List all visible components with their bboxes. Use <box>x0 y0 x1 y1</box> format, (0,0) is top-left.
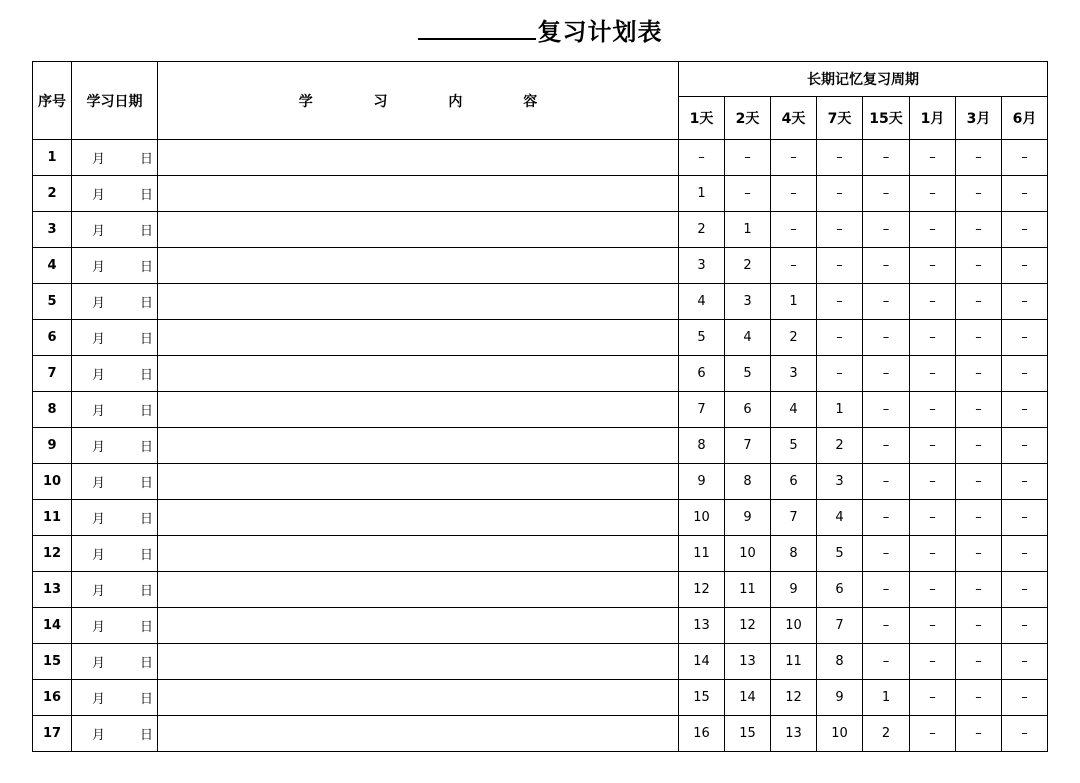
date-wrap <box>92 364 153 383</box>
content-cell[interactable] <box>158 572 679 608</box>
row-index: 17 <box>33 716 72 752</box>
cycle-cell: – <box>956 500 1002 536</box>
cycle-cell: 11 <box>725 572 771 608</box>
cycle-cell: 10 <box>679 500 725 536</box>
cycle-cell: – <box>956 320 1002 356</box>
cycle-cell: – <box>956 212 1002 248</box>
cycle-cell: 13 <box>725 644 771 680</box>
date-wrap <box>92 256 153 275</box>
cycle-cell: – <box>956 140 1002 176</box>
cycle-cell: 8 <box>817 644 863 680</box>
cycle-cell: – <box>817 248 863 284</box>
date-cell[interactable] <box>72 500 158 536</box>
cycle-cell: – <box>910 140 956 176</box>
cycle-cell: 2 <box>817 428 863 464</box>
row-index: 8 <box>33 392 72 428</box>
cycle-cell: 1 <box>817 392 863 428</box>
content-cell[interactable] <box>158 176 679 212</box>
header-cycle-1m: 1月 <box>910 97 956 140</box>
cycle-cell: 6 <box>725 392 771 428</box>
date-cell[interactable] <box>72 320 158 356</box>
cycle-cell: 11 <box>679 536 725 572</box>
cycle-cell: 5 <box>771 428 817 464</box>
cycle-cell: 3 <box>725 284 771 320</box>
cycle-cell: – <box>910 320 956 356</box>
row-index: 3 <box>33 212 72 248</box>
date-cell[interactable] <box>72 572 158 608</box>
title-wrap <box>418 12 663 47</box>
table-row <box>33 716 1048 752</box>
header-index: 序号 <box>33 62 72 140</box>
cycle-cell: – <box>910 536 956 572</box>
table-row <box>33 356 1048 392</box>
table-body <box>33 140 1048 752</box>
cycle-cell: 1 <box>679 176 725 212</box>
cycle-cell: – <box>771 140 817 176</box>
table-row <box>33 320 1048 356</box>
cycle-cell: – <box>956 248 1002 284</box>
cycle-cell: – <box>725 140 771 176</box>
cycle-cell: – <box>863 248 910 284</box>
cycle-cell: 14 <box>679 644 725 680</box>
cycle-cell: – <box>956 176 1002 212</box>
table-row <box>33 428 1048 464</box>
table-row <box>33 608 1048 644</box>
cycle-cell: – <box>863 608 910 644</box>
month-label: 月 <box>92 296 106 311</box>
cycle-cell: – <box>679 140 725 176</box>
cycle-cell: 8 <box>771 536 817 572</box>
date-cell[interactable] <box>72 680 158 716</box>
day-label: 日 <box>139 728 153 743</box>
cycle-cell: 4 <box>725 320 771 356</box>
date-cell[interactable] <box>72 716 158 752</box>
month-label: 月 <box>92 404 106 419</box>
date-cell[interactable] <box>72 464 158 500</box>
cycle-cell: – <box>1002 320 1048 356</box>
cycle-cell: – <box>863 644 910 680</box>
row-index: 16 <box>33 680 72 716</box>
cycle-cell: – <box>1002 500 1048 536</box>
table-row <box>33 644 1048 680</box>
cycle-cell: – <box>1002 680 1048 716</box>
cycle-cell: 2 <box>863 716 910 752</box>
table-row <box>33 284 1048 320</box>
cycle-cell: – <box>910 284 956 320</box>
month-label: 月 <box>92 692 106 707</box>
cycle-cell: – <box>863 140 910 176</box>
row-index: 4 <box>33 248 72 284</box>
table-row <box>33 572 1048 608</box>
cycle-cell: 3 <box>679 248 725 284</box>
content-cell[interactable] <box>158 248 679 284</box>
cycle-cell: – <box>863 500 910 536</box>
cycle-cell: – <box>817 284 863 320</box>
date-cell[interactable] <box>72 248 158 284</box>
header-content: 学 习 内 容 <box>158 62 679 140</box>
cycle-cell: 13 <box>679 608 725 644</box>
table-row <box>33 392 1048 428</box>
cycle-cell: 4 <box>771 392 817 428</box>
month-label: 月 <box>92 224 106 239</box>
date-wrap <box>92 580 153 599</box>
cycle-cell: – <box>956 608 1002 644</box>
cycle-cell: 12 <box>725 608 771 644</box>
day-label: 日 <box>139 152 153 167</box>
cycle-cell: – <box>1002 284 1048 320</box>
date-wrap <box>92 724 153 743</box>
cycle-cell: – <box>771 248 817 284</box>
cycle-cell: – <box>910 356 956 392</box>
cycle-cell: – <box>771 212 817 248</box>
cycle-cell: – <box>1002 428 1048 464</box>
month-label: 月 <box>92 152 106 167</box>
month-label: 月 <box>92 332 106 347</box>
cycle-cell: 6 <box>679 356 725 392</box>
table-row <box>33 140 1048 176</box>
day-label: 日 <box>139 512 153 527</box>
cycle-cell: 2 <box>771 320 817 356</box>
cycle-cell: 16 <box>679 716 725 752</box>
cycle-cell: – <box>1002 572 1048 608</box>
cycle-cell: – <box>910 572 956 608</box>
cycle-cell: 7 <box>679 392 725 428</box>
date-wrap <box>92 220 153 239</box>
date-wrap <box>92 508 153 527</box>
date-wrap <box>92 148 153 167</box>
day-label: 日 <box>139 548 153 563</box>
month-label: 月 <box>92 368 106 383</box>
cycle-cell: – <box>817 320 863 356</box>
day-label: 日 <box>139 188 153 203</box>
cycle-cell: – <box>910 176 956 212</box>
cycle-cell: 1 <box>863 680 910 716</box>
review-plan-table <box>32 61 1048 752</box>
month-label: 月 <box>92 260 106 275</box>
date-cell[interactable] <box>72 428 158 464</box>
cycle-cell: – <box>910 644 956 680</box>
row-index: 1 <box>33 140 72 176</box>
cycle-cell: – <box>910 680 956 716</box>
date-wrap <box>92 616 153 635</box>
cycle-cell: 5 <box>817 536 863 572</box>
cycle-cell: – <box>956 572 1002 608</box>
cycle-cell: – <box>863 536 910 572</box>
month-label: 月 <box>92 728 106 743</box>
cycle-cell: 6 <box>817 572 863 608</box>
cycle-cell: 7 <box>771 500 817 536</box>
cycle-cell: – <box>910 464 956 500</box>
cycle-cell: 3 <box>817 464 863 500</box>
content-cell[interactable] <box>158 320 679 356</box>
cycle-cell: – <box>817 212 863 248</box>
day-label: 日 <box>139 440 153 455</box>
content-cell[interactable] <box>158 644 679 680</box>
cycle-cell: – <box>910 500 956 536</box>
cycle-cell: 4 <box>679 284 725 320</box>
date-wrap <box>92 184 153 203</box>
cycle-cell: 8 <box>679 428 725 464</box>
row-index: 6 <box>33 320 72 356</box>
cycle-cell: – <box>817 356 863 392</box>
cycle-cell: – <box>771 176 817 212</box>
cycle-cell: – <box>817 140 863 176</box>
cycle-cell: – <box>1002 212 1048 248</box>
cycle-cell: 15 <box>679 680 725 716</box>
cycle-cell: 5 <box>725 356 771 392</box>
month-label: 月 <box>92 440 106 455</box>
cycle-cell: – <box>725 176 771 212</box>
cycle-cell: 10 <box>725 536 771 572</box>
table-row <box>33 248 1048 284</box>
month-label: 月 <box>92 188 106 203</box>
cycle-cell: – <box>863 392 910 428</box>
month-label: 月 <box>92 512 106 527</box>
date-cell[interactable] <box>72 536 158 572</box>
date-wrap <box>92 436 153 455</box>
cycle-cell: 14 <box>725 680 771 716</box>
cycle-cell: 11 <box>771 644 817 680</box>
day-label: 日 <box>139 260 153 275</box>
cycle-cell: – <box>1002 356 1048 392</box>
cycle-cell: – <box>1002 608 1048 644</box>
date-cell[interactable] <box>72 356 158 392</box>
header-cycle-15d: 15天 <box>863 97 910 140</box>
content-cell[interactable] <box>158 284 679 320</box>
content-cell[interactable] <box>158 608 679 644</box>
header-cycle-4d: 4天 <box>771 97 817 140</box>
day-label: 日 <box>139 620 153 635</box>
date-cell[interactable] <box>72 392 158 428</box>
cycle-cell: 2 <box>679 212 725 248</box>
date-wrap <box>92 292 153 311</box>
header-cycle-7d: 7天 <box>817 97 863 140</box>
cycle-cell: – <box>863 284 910 320</box>
table-row <box>33 536 1048 572</box>
cycle-cell: 12 <box>771 680 817 716</box>
date-wrap <box>92 652 153 671</box>
cycle-cell: – <box>1002 392 1048 428</box>
cycle-cell: – <box>1002 536 1048 572</box>
cycle-cell: 6 <box>771 464 817 500</box>
cycle-cell: – <box>956 356 1002 392</box>
content-cell[interactable] <box>158 212 679 248</box>
cycle-cell: 9 <box>679 464 725 500</box>
month-label: 月 <box>92 656 106 671</box>
cycle-cell: – <box>1002 176 1048 212</box>
day-label: 日 <box>139 476 153 491</box>
row-index: 14 <box>33 608 72 644</box>
day-label: 日 <box>139 332 153 347</box>
row-index: 11 <box>33 500 72 536</box>
cycle-cell: 9 <box>817 680 863 716</box>
content-cell[interactable] <box>158 356 679 392</box>
table-row <box>33 176 1048 212</box>
cycle-cell: – <box>1002 464 1048 500</box>
row-index: 9 <box>33 428 72 464</box>
cycle-cell: – <box>956 716 1002 752</box>
header-date: 学习日期 <box>72 62 158 140</box>
month-label: 月 <box>92 476 106 491</box>
date-wrap <box>92 472 153 491</box>
cycle-cell: 9 <box>725 500 771 536</box>
cycle-cell: – <box>863 176 910 212</box>
cycle-cell: 5 <box>679 320 725 356</box>
cycle-cell: – <box>863 464 910 500</box>
content-cell[interactable] <box>158 500 679 536</box>
cycle-cell: 1 <box>725 212 771 248</box>
cycle-cell: 3 <box>771 356 817 392</box>
date-wrap <box>92 400 153 419</box>
cycle-cell: 8 <box>725 464 771 500</box>
row-index: 7 <box>33 356 72 392</box>
month-label: 月 <box>92 548 106 563</box>
date-cell[interactable] <box>72 176 158 212</box>
cycle-cell: – <box>910 428 956 464</box>
cycle-cell: 1 <box>771 284 817 320</box>
day-label: 日 <box>139 296 153 311</box>
table-header <box>33 62 1048 140</box>
title-row <box>0 12 1080 52</box>
table-row <box>33 464 1048 500</box>
cycle-cell: – <box>956 680 1002 716</box>
cycle-cell: 7 <box>725 428 771 464</box>
cycle-cell: 2 <box>725 248 771 284</box>
content-cell[interactable] <box>158 680 679 716</box>
cycle-cell: 13 <box>771 716 817 752</box>
cycle-cell: – <box>956 392 1002 428</box>
cycle-cell: – <box>956 644 1002 680</box>
header-cycle-2d: 2天 <box>725 97 771 140</box>
cycle-cell: – <box>910 716 956 752</box>
cycle-cell: 10 <box>771 608 817 644</box>
cycle-cell: – <box>863 212 910 248</box>
date-cell[interactable] <box>72 212 158 248</box>
cycle-cell: – <box>1002 716 1048 752</box>
date-wrap <box>92 688 153 707</box>
date-cell[interactable] <box>72 644 158 680</box>
table-row <box>33 680 1048 716</box>
cycle-cell: – <box>910 608 956 644</box>
row-index: 13 <box>33 572 72 608</box>
row-index: 15 <box>33 644 72 680</box>
cycle-cell: – <box>956 536 1002 572</box>
day-label: 日 <box>139 368 153 383</box>
header-cycle-1d: 1天 <box>679 97 725 140</box>
cycle-cell: – <box>956 428 1002 464</box>
title-blank-line[interactable] <box>418 38 536 40</box>
content-cell[interactable] <box>158 464 679 500</box>
cycle-cell: 7 <box>817 608 863 644</box>
row-index: 5 <box>33 284 72 320</box>
cycle-cell: – <box>1002 644 1048 680</box>
month-label: 月 <box>92 584 106 599</box>
cycle-cell: – <box>910 212 956 248</box>
cycle-cell: – <box>863 428 910 464</box>
cycle-cell: – <box>910 248 956 284</box>
row-index: 10 <box>33 464 72 500</box>
day-label: 日 <box>139 404 153 419</box>
date-wrap <box>92 328 153 347</box>
content-cell[interactable] <box>158 140 679 176</box>
page-title: 复习计划表 <box>537 18 663 46</box>
date-wrap <box>92 544 153 563</box>
row-index: 2 <box>33 176 72 212</box>
cycle-cell: – <box>956 464 1002 500</box>
table-row <box>33 500 1048 536</box>
day-label: 日 <box>139 656 153 671</box>
day-label: 日 <box>139 692 153 707</box>
cycle-cell: 4 <box>817 500 863 536</box>
cycle-cell: – <box>1002 248 1048 284</box>
header-row-group <box>33 62 1048 97</box>
content-cell[interactable] <box>158 428 679 464</box>
cycle-cell: 10 <box>817 716 863 752</box>
header-cycle-group: 长期记忆复习周期 <box>679 62 1048 97</box>
cycle-cell: – <box>1002 140 1048 176</box>
day-label: 日 <box>139 584 153 599</box>
cycle-cell: 9 <box>771 572 817 608</box>
content-cell[interactable] <box>158 716 679 752</box>
row-index: 12 <box>33 536 72 572</box>
cycle-cell: 15 <box>725 716 771 752</box>
content-cell[interactable] <box>158 536 679 572</box>
month-label: 月 <box>92 620 106 635</box>
cycle-cell: – <box>956 284 1002 320</box>
date-cell[interactable] <box>72 608 158 644</box>
day-label: 日 <box>139 224 153 239</box>
table-row <box>33 212 1048 248</box>
date-cell[interactable] <box>72 140 158 176</box>
content-cell[interactable] <box>158 392 679 428</box>
cycle-cell: – <box>863 356 910 392</box>
cycle-cell: 12 <box>679 572 725 608</box>
date-cell[interactable] <box>72 284 158 320</box>
cycle-cell: – <box>910 392 956 428</box>
cycle-cell: – <box>863 320 910 356</box>
header-cycle-3m: 3月 <box>956 97 1002 140</box>
cycle-cell: – <box>863 572 910 608</box>
header-cycle-6m: 6月 <box>1002 97 1048 140</box>
cycle-cell: – <box>817 176 863 212</box>
